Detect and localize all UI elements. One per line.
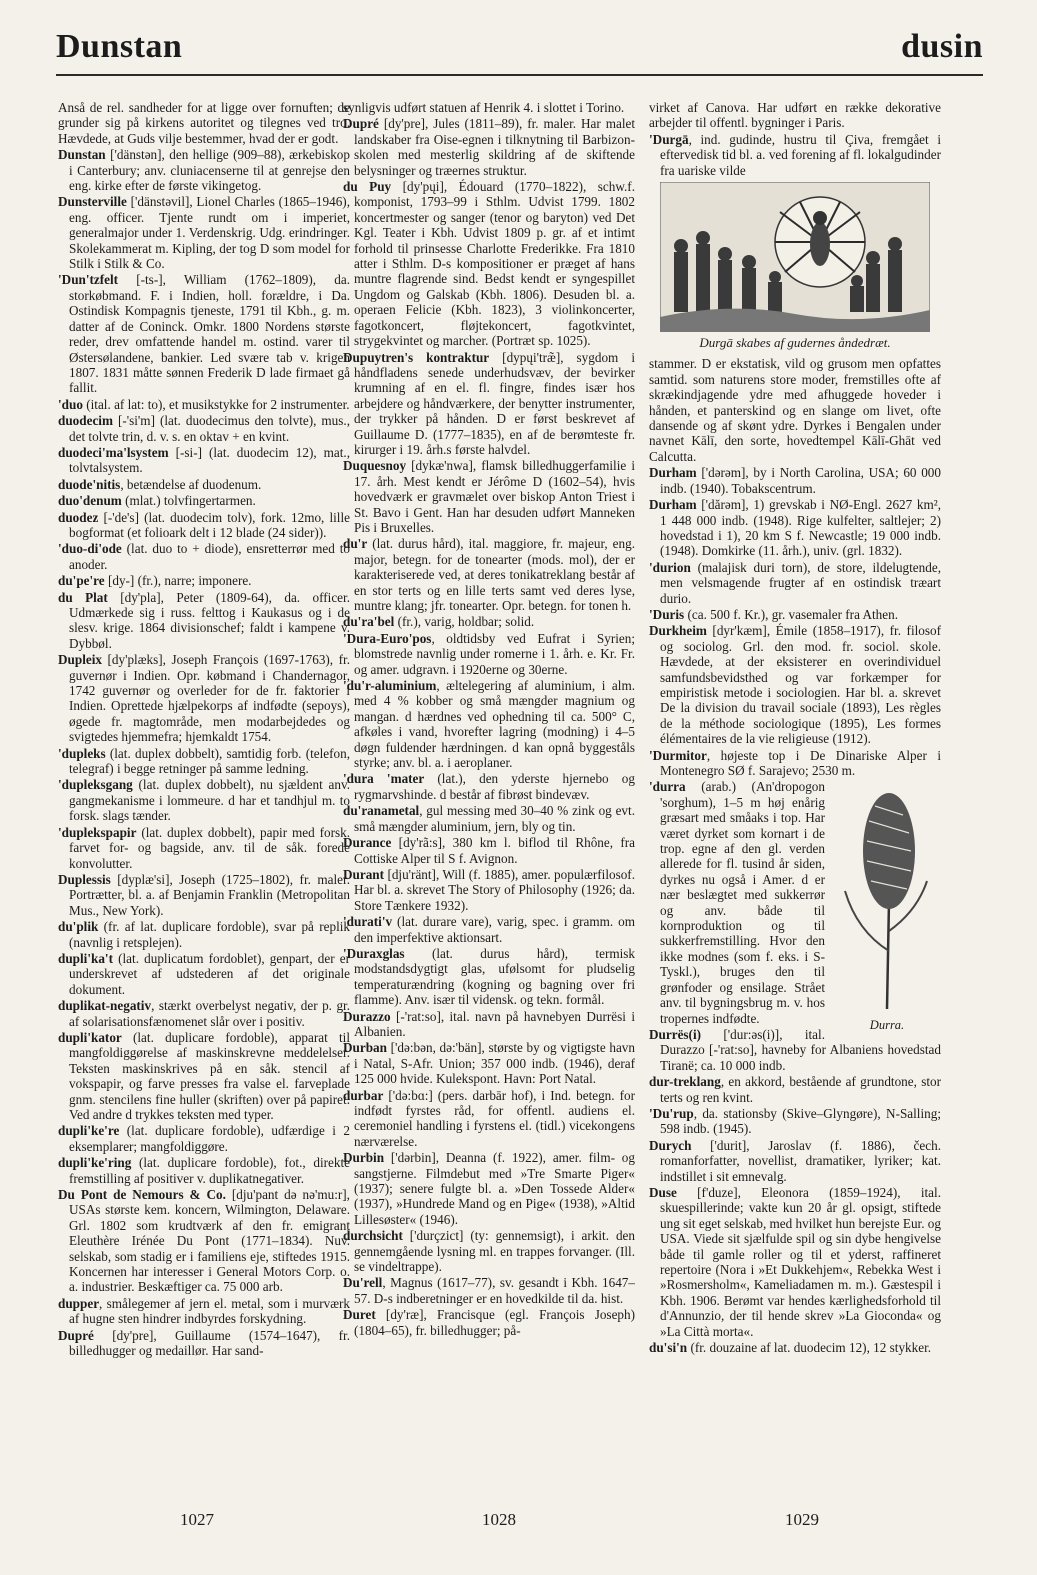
- page-number-3: 1029: [785, 1510, 819, 1529]
- entry-text: [-'si'm] (lat. duodecimus den tolvte), mus., det tolvte trin, d. v. s. en oktav + en kvint.: [69, 413, 350, 444]
- entry-text: ['durit], Jaroslav (f. 1886), čech. romanforfatter, novellist, dramatiker, lyriker; kat. indstillet i sit emnevalg.: [660, 1137, 941, 1184]
- entry-headword: Duse: [649, 1184, 677, 1200]
- entry-text: (ca. 500 f. Kr.), gr. vasemaler fra Athen.: [684, 606, 899, 622]
- dictionary-entry: [58, 493, 350, 508]
- dictionary-entry: [58, 1187, 350, 1295]
- entry-headword: Durazzo: [343, 1008, 391, 1024]
- entry-headword: 'Durmitor: [649, 747, 707, 763]
- dictionary-entry: [58, 1155, 350, 1186]
- entry-text: [-'de's] (lat. duodecim tolv), fork. 12mo, lille bogformat (et folioark delt i 12 blade (24 sider)).: [69, 509, 350, 540]
- entry-headword: Dupuytren's kontraktur: [343, 349, 490, 365]
- entry-headword: Durkheim: [649, 623, 707, 639]
- dictionary-entry: [343, 100, 635, 115]
- dictionary-entry: [649, 356, 941, 464]
- entry-headword: Durych: [649, 1137, 692, 1153]
- entry-text: Anså de rel. sandheder for at ligge over fornuften; de grunder sig på kirkens autoritet og tilegnes ved tro. Hævdede, at Guds vilje bestemmer, hvad der er godt.: [58, 100, 350, 146]
- dictionary-entry: [343, 1040, 635, 1086]
- dictionary-entry: [58, 746, 350, 777]
- entry-headword: du'r: [343, 536, 368, 552]
- entry-text: [dy'pla], Peter (1809-64), da. officer. Udmærkede sig i russ. felttog i Kaukasus og i de slesv. krige. 1864 divisionschef; faldt i kampene v. Dybbøl.: [69, 589, 350, 651]
- entry-headword: durchsicht: [343, 1228, 403, 1244]
- entry-headword: 'dupleksp​apir: [58, 824, 137, 840]
- entry-text: , æltelegering af aluminium, i alm. med 4 % kobber og små mængder magnium og mangan. d hærdnes ved ophedning til ca. 500° C, afkøles i vand, hvorefter lagring (modning) i 4–5 døgn fuldender hærdningen. d kan opnå byggeståls styrke; anv. bl. a. i aeroplaner.: [354, 678, 635, 771]
- entry-headword: 'duo-di'ode: [58, 541, 122, 557]
- entry-headword: 'dupleksgang: [58, 777, 133, 793]
- entry-headword: dur-treklang: [649, 1074, 721, 1090]
- entry-headword: 'durati'v: [343, 914, 393, 930]
- dictionary-entry: [58, 573, 350, 588]
- entry-headword: du Puy: [343, 179, 392, 195]
- entry-text: , smålegemer af jern el. metal, som i murværk af hugne sten hindrer indbyrdes forskydning.: [69, 1295, 350, 1327]
- dictionary-entry: [343, 458, 635, 535]
- entry-text: ['dänstən], den hellige (909–88), ærkebiskop i Canterbury; anv. cluniacenserne til at genrejse den eng. kirke efter de første vikingetog.: [69, 147, 350, 194]
- dictionary-entry: [58, 1296, 350, 1327]
- dictionary-entry: [649, 1185, 941, 1339]
- entry-headword: Durham: [649, 497, 697, 513]
- entry-text: , stærkt overbelyst negativ, der p. gr. af solarisationsfænomenet slår over i positiv.: [69, 998, 350, 1029]
- entry-text: [dy'rã:s], 380 km l. biflod til Rhône, fra Cottiske Alper til S f. Avignon.: [354, 835, 635, 866]
- entry-text: (fr. af lat. duplicare fordoble), svar på replik (navnlig i retsplejen).: [69, 919, 350, 950]
- entry-text: (arab.) (An'dropogon 'sorghum), 1–5 m høj enårig græsart med småaks i top. Har været dyrket som kornart i de trop. egne af den gl. verden allerede for fl. tusind år siden, dyrkes nu også i Amer. d er nær beslægtet med sukkerrør og anv. både til kornproduktion og til sukkerfremstilling. Hvor den ikke modnes (som f. eks. i S-Tyskl.), bruges den til grønfoder og ensilage. Strået anv. til bygningsbrug m. v. hos tropernes indfødte.: [660, 779, 825, 1026]
- entry-text: virket af Canova. Har udført en række dekorative arbejder til offentl. bygninger i Paris.: [649, 100, 941, 131]
- dictionary-entry: [58, 477, 350, 492]
- entry-text: [dykæ'nwa], flamsk billedhuggerfamilie i 17. årh. Mest kendt er Jérôme D (1602–54), hvis hovedværk er gravmælet over biskop Anton Triest i St. Bavo i Gent. Han har desuden udført Manneken Pis i Bruxelles.: [354, 458, 635, 535]
- dictionary-entry: [58, 100, 350, 146]
- dictionary-entry: [343, 536, 635, 613]
- entry-text: (lat. duplex dobbelt), papir med forsk. farvet for- og bagside, anv. til de såk. forede konvolutter.: [69, 824, 350, 871]
- dictionary-entry: [649, 132, 941, 178]
- dictionary-entry: [343, 350, 635, 458]
- dictionary-entry: [343, 631, 635, 677]
- entry-text: ['də:bən, də:'bän], største by og vigtigste havn i Natal, S-Afr. Union; 357 000 indb. (1946), deraf 125 000 hvide. Kulekspont. Havn: Port Natal.: [354, 1040, 635, 1087]
- dictionary-entry: [343, 867, 635, 913]
- dictionary-entry: [58, 590, 350, 652]
- entry-text: ['durçzict] (ty: gennemsigt), i arkit. den gennemgående lysning ml. en trappes forvanger. (Ill. se vindeltrappe).: [354, 1228, 635, 1275]
- dictionary-entry: [649, 1138, 941, 1184]
- entry-headword: 'dura 'mater: [343, 771, 425, 787]
- entry-headword: duodecim: [58, 413, 113, 429]
- dictionary-entry: [649, 607, 941, 622]
- durga-caption: Durgā skabes af gudernes åndedræt.: [699, 335, 891, 351]
- entry-headword: Duplessis: [58, 871, 111, 887]
- entry-text: (ital. af lat: to), et musikstykke for 2 instrumenter.: [82, 396, 350, 412]
- entry-headword: Durrës(i): [649, 1026, 701, 1042]
- entry-headword: dupli'kator: [58, 1029, 122, 1045]
- entry-headword: 'Duraxglas: [343, 945, 405, 961]
- column-3-middle-entries: [649, 356, 941, 778]
- entry-text: [dy'ræ], Francisque (egl. François Joseph) (1804–65), fr. billedhugger; på-: [354, 1307, 635, 1338]
- entry-text: , gul messing med 30–40 % zink og evt. små mængder aluminium, jern, bly og tin.: [354, 803, 635, 834]
- entry-text: ['dərbin], Deanna (f. 1922), amer. film- og sangstjerne. Filmdebut med »Tre Smarte Piger« (1937); senere fulgte bl. a. »Den Tossede Alder« (1937), »Hundrede Mand og en Pige« (1938), »Altid Lillesøster« (1946).: [354, 1150, 635, 1227]
- dictionary-entry: [649, 623, 941, 746]
- dictionary-entry: [649, 748, 941, 779]
- durga-figure: [649, 182, 941, 350]
- dictionary-entry: [58, 951, 350, 997]
- dictionary-entry: [649, 1074, 941, 1105]
- entry-text: (lat. duo to + diode), ensretterrør med to anoder.: [69, 541, 350, 572]
- entry-headword: duode'nitis: [58, 476, 121, 492]
- dictionary-entry: [343, 803, 635, 834]
- dictionary-entry: [343, 179, 635, 348]
- dictionary-entry: [58, 397, 350, 412]
- entry-headword: du'pe're: [58, 573, 105, 589]
- entry-text: (malajisk duri torn), de store, ildelugtende, men velsmagende frugter af en ostindisk træart durio.: [660, 559, 941, 606]
- entry-headword: dupli'ke're: [58, 1123, 120, 1139]
- dictionary-entry: [343, 614, 635, 629]
- dictionary-entry: [343, 1275, 635, 1306]
- dictionary-entry: [58, 1328, 350, 1359]
- page-number-1: 1027: [180, 1510, 214, 1529]
- entry-headword: dupli'ke'ring: [58, 1155, 132, 1171]
- entry-headword: duodez: [58, 509, 99, 525]
- header-rule: [56, 74, 983, 76]
- entry-headword: dupli'ka't: [58, 950, 113, 966]
- entry-headword: dupper: [58, 1295, 100, 1311]
- dictionary-entry: [649, 1027, 941, 1073]
- dictionary-entry: [343, 835, 635, 866]
- entry-text: , da. stationsby (Skive–Glyngøre), N-Salling; 598 indb. (1945).: [660, 1105, 941, 1137]
- durra-illustration: [837, 781, 937, 1011]
- entry-headword: Du'rell: [343, 1275, 383, 1291]
- entry-headword: du Plat: [58, 589, 108, 605]
- entry-headword: 'Dun'tzfelt: [58, 272, 119, 288]
- durra-figure: [833, 781, 941, 1033]
- entry-headword: 'durion: [649, 559, 691, 575]
- entry-text: (fr.), varig, holdbar; solid.: [394, 614, 535, 630]
- entry-text: [dypųi'træ̃], sygdom i håndfladens senede underhudsvæv, der bevirker krumning af en el. fl. fingre, findes især hos arbejdere og håndværkere, der benytter instrumenter, der trykker på hånden. D er først beskrevet af Guillaume D. (1777–1835), en af de berømteste fr. kirurger i 19. årh.s første halvdel.: [354, 349, 635, 457]
- entry-text: , Magnus (1617–77), sv. gesandt i Kbh. 1647–57. D-s indberetninger er en hovedkilde til da. hist.: [354, 1275, 635, 1306]
- entry-text: [dju'ränt], Will (f. 1885), amer. populærfilosof. Har bl. a. skrevet The Story of Philosophy (1926; da. Store Tænkere 1932).: [354, 866, 635, 913]
- entry-text: (lat.), den yderste hjernebo og rygmarvshinde. d består af fibrøst bindevæv.: [354, 771, 635, 802]
- dictionary-entry: [343, 116, 635, 178]
- entry-text: (lat. durus hård), ital. maggiore, fr. majeur, eng. major, betegn. for de tonearter (mods. mol), der er karakteriserede ved, at deres tonikatreklang består af en stor terts og en lille terts samt ved deres lyse, muntre klang; jfr. tonearter. Opr. betegn. for tonen h.: [354, 536, 635, 613]
- entry-headword: Dunstan: [58, 147, 106, 163]
- entry-text: stammer. D er ekstatisk, vild og grusom men opfattes samtid. som naturens store moder, fremstilles ofte af skrækindjagende ydre med afhuggede hoveder i hånden, et panterskind og en slange om livet, ofte dansende og af skønt ydre. Dyrkes i Bengalen under navnet Kālī, den sorte, hovedtempel Kālī-Ghāt ved Calcutta.: [649, 356, 941, 464]
- entry-text: [-si-] (lat. duodecim 12), mat., tolvtalsystem.: [69, 444, 350, 476]
- page-number-2: 1028: [482, 1510, 516, 1529]
- dictionary-entry: [58, 272, 350, 395]
- dictionary-entry: [343, 1088, 635, 1150]
- entry-text: (fr. douzaine af lat. duodecim 12), 12 stykker.: [687, 1340, 932, 1356]
- entry-text: synligvis udført statuen af Henrik 4. i slottet i Torino.: [343, 100, 625, 115]
- entry-headword: du'si'n: [649, 1340, 688, 1356]
- entry-headword: Du Pont de Nemours & Co.: [58, 1187, 226, 1203]
- entry-text: ['dərəm], by i North Carolina, USA; 60 000 indb. (1940). Tobakscentrum.: [660, 465, 941, 496]
- durra-caption: Durra.: [869, 1017, 905, 1032]
- entry-text: ['də:bɑ:] (pers. darbār hof), i Ind. betegn. for indfødt fyrstes råd, for offentl. audiens el. ceremoniel handling i fyrstens el. (tidl.) vicekongens nærværelse.: [354, 1087, 635, 1149]
- dictionary-entry: [649, 1106, 941, 1137]
- entry-text: [dy'pre], Jules (1811–89), fr. maler. Har malet landskaber fra Oise-egnen i tilknytning til Barbizon-skolen med mesterlig skildring af de skiftende belysninger og træernes struktur.: [354, 116, 635, 178]
- dictionary-entry: [58, 445, 350, 476]
- entry-headword: 'Durgā: [649, 131, 689, 147]
- entry-text: [-ts-], William (1762–1809), da. storkøbmand. F. i Indien, holl. forældre, i Da. Ostindisk Kompagnis tjeneste, 1791 til Kbh., g. m. datter af de Coninck. Omkr. 1800 Nordens største reder, drev omfattende handel m. ostind. varer til Østersølandene, bankier. Led svære tab v. krigen 1807. 1831 måtte sønnen Frederik D lade firmaet gå fallit.: [69, 272, 350, 396]
- entry-headword: Durbin: [343, 1150, 385, 1166]
- entry-text: (mlat.) tolvfingertarmen.: [121, 493, 256, 509]
- entry-text: [dyr'kæm], Émile (1858–1917), fr. filosof og sociolog. Grl. den mod. fr. sociol. skole. Hævdede, at der eksisterer en overindividuel samfundsbevidsthed og var forkæmper for empiristisk metode i sociologien. Har bl. a. skrevet De la division du travail sociale (1893), Les règles de la méthode sociologique (1895), Les formes élémentaires de la vie religieuse (1912).: [660, 623, 941, 747]
- dictionary-entry: [649, 497, 941, 559]
- durga-illustration: [660, 182, 930, 332]
- dictionary-entry: [58, 872, 350, 918]
- dictionary-entry: [649, 560, 941, 606]
- entry-headword: 'durra: [649, 779, 686, 795]
- dictionary-entry: [343, 1150, 635, 1227]
- entry-headword: Durham: [649, 465, 697, 481]
- entry-text: ['dărəm], 1) grevskab i NØ-Engl. 2627 km², 1 448 000 indb. (1948). Rige kulfelter, saltlejer; 2) hovedstad i 1), 20 km S f. Newcastle; 19 000 indb. (1948). Domkirke (11. årh.), univ. (grl. 1832).: [660, 497, 941, 559]
- dictionary-entry: [58, 652, 350, 744]
- entry-text: (lat. duplicare fordoble), apparat til mangfoldiggørelse af maskinskrevne meddelelser. Teksten maskinskrives på en såk. stencil af vokspapir, og farve presses fra valse el. farveplade gnm. stencilens fine huller (skriften) over på papiret. Ved andre d trykkes teksten med typer.: [69, 1029, 350, 1122]
- entry-text: (lat. duplicare fordoble), udfærdige i 2 eksemplarer; mangfoldiggøre.: [69, 1123, 350, 1154]
- entry-text: , oldtidsby ved Eufrat i Syrien; blomstrede navnlig under romerne i 1. årh. e. Kr. Fr. og amer. udgravn. i 1920erne og 30erne.: [354, 630, 635, 677]
- dictionary-entry: [649, 1340, 941, 1355]
- entry-text: (lat. durus hård), termisk modstandsdygtigt glas, ufølsomt for pludselig temperaturændring (kogning og bagning over fri flamme). Anv. især til vidensk. og tekn. formål.: [354, 945, 635, 1008]
- running-head-left: Dunstan: [56, 28, 183, 65]
- entry-text: [-'rat:so], ital. navn på havnebyen Durrësi i Albanien.: [354, 1008, 635, 1039]
- dictionary-entry: [343, 678, 635, 770]
- dictionary-entry: [343, 1228, 635, 1274]
- dictionary-entry: [58, 1030, 350, 1122]
- dictionary-entry: [343, 1009, 635, 1040]
- entry-headword: Duret: [343, 1307, 376, 1323]
- entry-headword: du'ra'bel: [343, 614, 395, 630]
- running-head-right: dusin: [901, 28, 983, 65]
- entry-text: [dyplæ'si], Joseph (1725–1802), fr. maler. Portrætter, bl. a. af Benjamin Franklin (Metropolitan Mus., New York).: [69, 871, 350, 918]
- entry-headword: Dupré: [343, 116, 379, 132]
- entry-headword: Dupleix: [58, 652, 102, 668]
- entry-headword: 'Du'rup: [649, 1105, 694, 1121]
- entry-headword: 'Duris: [649, 606, 685, 622]
- dictionary-entry: [58, 147, 350, 193]
- column-3: [649, 100, 941, 1390]
- entry-text: , højeste top i De Dinariske Alper i Montenegro SØ f. Sarajevo; 2530 m.: [660, 747, 941, 778]
- dictionary-entry: [58, 1123, 350, 1154]
- entry-headword: 'Dura-Euro'pos: [343, 630, 432, 646]
- dictionary-entry: [58, 919, 350, 950]
- entry-text: [dy-] (fr.), narre; imponere.: [104, 573, 252, 589]
- entry-text: (lat. duplicare fordoble), fot., direkte fremstilling af positiver v. duplikatnegativer.: [69, 1155, 350, 1186]
- dictionary-entry: [58, 413, 350, 444]
- entry-headword: Dupré: [58, 1327, 94, 1343]
- dictionary-entry: [58, 510, 350, 541]
- dictionary-entry: [58, 998, 350, 1029]
- entry-headword: 'dupleks: [58, 745, 106, 761]
- dictionary-entry: [58, 825, 350, 871]
- column-1: [58, 100, 350, 1390]
- entry-text: [dy'plæks], Joseph François (1697-1763), fr. guvernør i Indien. Opr. købmand i Chandernagor, 1742 guvernør og overleder for de fr. faktorier i Indien. Oprettede hjælpekorps af indfødte (sepoys), øgede fr. magtområde, men modarbejdedes og svigtedes hjemmefra; hjemkaldt 1754.: [69, 652, 350, 745]
- dictionary-entry: [58, 777, 350, 823]
- dictionary-entry: [58, 194, 350, 271]
- entry-headword: Durant: [343, 866, 385, 882]
- entry-text: [dy'pųi], Édouard (1770–1822), schw.f. komponist, 1793–99 i Sthlm. Udvist 1799. 1802 koncertmester og sanger (tenor og baryton) ved Det Kgl. Teater i Kbh. Udvist 1809 p. gr. af et intimt forhold til prinsesse Charlotte Frederikke. Fra 1810 atter i Sthlm. D-s kompositioner er præget af hans muntre flagrende sind. Bedst kendt er syngespillet Ungdom og Galskab (Kbh. 1806). Desuden bl. a. operaen Felicie (Kbh. 1823), 3 violinkoncerter, fagotkoncert, fløjtekoncert, fagotkvintet, strygekvintet og marcher. (Portræt sp. 1025).: [354, 179, 635, 349]
- entry-headword: Duquesnoy: [343, 458, 407, 474]
- entry-text: [dju'pant də nə'mu:r], USAs største kem. koncern, Wilmington, Delaware. Grl. 1802 som krudtværk af den fr. emigrant Eleuthère Irénée Du Pont (1771–1834). Nuv. selskab, som stadig er i familiens eje, stiftedes 1915. Koncernen har interesser i General Motors Corp. o. a. industrier. Beskæftiger ca. 75 000 arb.: [69, 1187, 350, 1295]
- entry-text: , en akkord, bestående af grundtone, stor terts og ren kvint.: [660, 1074, 941, 1105]
- entry-text: , ind. gudinde, hustru til Çiva, fremgået i eftervedisk tid bl. a. ved forening af fl. lokalgudinder fra uariske vilde: [660, 131, 941, 178]
- entry-headword: Durban: [343, 1040, 387, 1056]
- dictionary-entry: [649, 100, 941, 131]
- entry-text: (lat. duplex dobbelt), nu sjældent anv. gangmekanisme i lommeure. d har et tandhjul m. to forsk. slags tænder.: [69, 777, 350, 824]
- entry-headword: duodeci'ma'lsystem: [58, 444, 169, 460]
- column-2: [343, 100, 635, 1390]
- entry-text: , betændelse af duodenum.: [120, 476, 262, 492]
- dictionary-entry: [343, 771, 635, 802]
- entry-text: ['dänstəvil], Lionel Charles (1865–1946), eng. officer. Tjente rundt om i imperiet, generalmajor under 1. Verdenskrig. Udg. erindringer. Skolekammerat m. Kipling, der tog D som model for Stilk i Stilk & Co.: [69, 194, 350, 272]
- entry-headword: 'du'r-aluminium: [343, 678, 437, 694]
- entry-text: ['dur:əs(i)], ital. Durazzo [-'rat:so], havneby for Albaniens hovedstad Tiranë; ca. 10 000 indb.: [660, 1026, 941, 1073]
- entry-headword: 'duo: [58, 396, 83, 412]
- dictionary-entry: [343, 946, 635, 1008]
- entry-headword: durbar: [343, 1087, 384, 1103]
- dictionary-entry: [649, 465, 941, 496]
- entry-text: [f'duze], Eleonora (1859–1924), ital. skuespillerinde; vakte kun 20 år gl. opsigt, stiftede ung sit eget selskab, med hvilket hun berejste Eur. og USA. Viede sit sjælfulde spil og sin dybe hengivelse både til gamle roller og til et yderst, raffineret repertoire (Nora i »Et Dukkehjem«, Rebekka West i »Rosmersholm«, Kameliadamen m. m.). Gæstespil i Kbh. 1906. Berømt var hendes kærlighedsforhold til d'Annunzio, der til hende skrev »La Gioconda« og »La Città morta«.: [660, 1184, 941, 1339]
- entry-headword: du'plik: [58, 919, 99, 935]
- dictionary-entry: [343, 914, 635, 945]
- entry-text: (lat. durare vare), varig, spec. i gramm. om den imperfektive aktionsart.: [354, 914, 635, 945]
- entry-headword: duo'denum: [58, 493, 122, 509]
- dictionary-entry: [58, 541, 350, 572]
- entry-headword: Dunsterville: [58, 194, 127, 210]
- entry-headword: du'ranametal: [343, 803, 420, 819]
- column-3-top-entries: [649, 100, 941, 178]
- entry-headword: Durance: [343, 835, 392, 851]
- entry-text: (lat. duplex dobbelt), samtidig forb. (telefon, telegraf) i begge retninger på samme ledning.: [69, 745, 350, 777]
- entry-text: [dy'pre], Guillaume (1574–1647), fr. billedhugger og medaillør. Har sand-: [69, 1327, 350, 1359]
- entry-text: (lat. duplicatum fordoblet), genpart, der er underskrevet af udstederen af det originale dokument.: [69, 950, 350, 997]
- entry-headword: duplikat-negativ: [58, 998, 152, 1014]
- dictionary-entry: [343, 1307, 635, 1338]
